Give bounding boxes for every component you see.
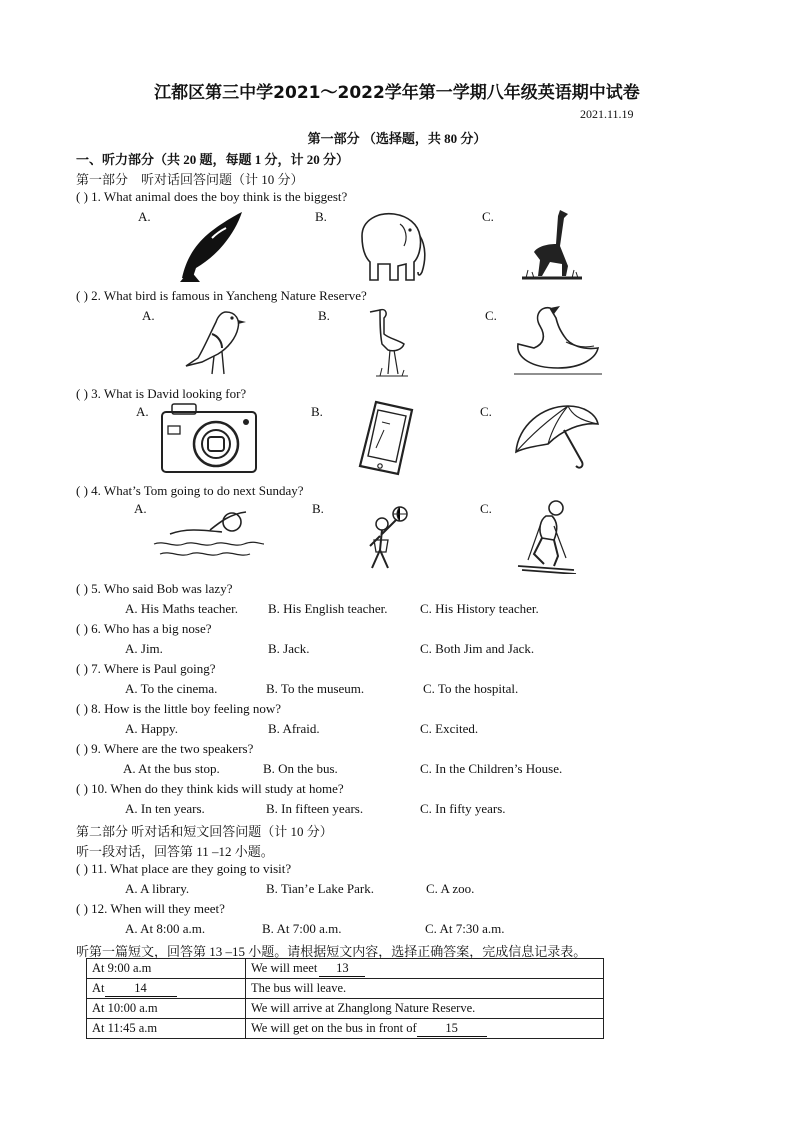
question-text: 12. When will they meet? (91, 901, 225, 916)
option-b: B. At 7:00 a.m. (262, 921, 342, 936)
option-c: C. A zoo. (426, 881, 475, 896)
question-1 (76, 189, 347, 205)
option-label: C. (482, 209, 494, 224)
listening-heading: 一、听力部分（共 20 题，每题 1 分，计 20 分） (76, 152, 350, 167)
option-label: C. (485, 308, 497, 323)
option-b: B. On the bus. (263, 761, 338, 776)
answer-paren: ( ) (76, 386, 88, 401)
answer-paren: ( ) (76, 861, 88, 876)
answer-paren: ( ) (76, 701, 88, 716)
answer-paren: ( ) (76, 288, 88, 303)
camera-icon (160, 400, 258, 476)
option-a: A. A library. (125, 881, 190, 896)
question-text: 3. What is David looking for? (91, 386, 247, 401)
option-a: A. To the cinema. (125, 681, 218, 696)
option-c: C. Both Jim and Jack. (420, 641, 535, 656)
question-6 (76, 621, 212, 637)
answer-blank[interactable]: 14 (105, 981, 177, 997)
option-label: C. (480, 501, 492, 516)
whale-icon (172, 208, 246, 284)
table-row (87, 1019, 604, 1039)
time-cell: At 10:00 a.m (87, 999, 246, 1019)
part-one-heading: 第一部分 （选择题，共 80 分） (307, 131, 487, 146)
swan-icon (510, 302, 606, 380)
option-a: A. At 8:00 a.m. (125, 921, 206, 936)
option-b: B. Afraid. (268, 721, 320, 736)
question-text: 11. What place are they going to visit? (91, 861, 292, 876)
question-4 (76, 483, 304, 499)
option-label: B. (311, 404, 323, 419)
answer-paren: ( ) (76, 741, 88, 756)
question-text: 8. How is the little boy feeling now? (91, 701, 282, 716)
option-b: B. To the museum. (266, 681, 365, 696)
option-c: C. To the hospital. (423, 681, 519, 696)
question-8 (76, 701, 281, 717)
option-c: C. At 7:30 a.m. (425, 921, 505, 936)
listening-sub2: 第二部分 听对话和短文回答问题（计 10 分） (76, 824, 333, 839)
question-11 (76, 861, 291, 877)
info-record-table (86, 958, 604, 1039)
question-text: 10. When do they think kids will study at home? (91, 781, 344, 796)
option-label: B. (315, 209, 327, 224)
event-cell: We will meet 13 (246, 959, 604, 979)
option-b: B. In fifteen years. (266, 801, 364, 816)
question-text: 7. Where is Paul going? (91, 661, 216, 676)
event-cell: The bus will leave. (246, 979, 604, 999)
answer-paren: ( ) (76, 781, 88, 796)
listening-sub1: 第一部分 听对话回答问题（计 10 分） (76, 172, 304, 187)
option-c: C. His History teacher. (420, 601, 539, 616)
event-cell: We will arrive at Zhanglong Nature Reserve. (246, 999, 604, 1019)
option-c: C. In fifty years. (420, 801, 506, 816)
option-a: A. Jim. (125, 641, 163, 656)
dialogue-intro: 听一段对话，回答第 11 –12 小题。 (76, 844, 274, 859)
option-a: A. Happy. (125, 721, 178, 736)
question-text: 4. What’s Tom going to do next Sunday? (91, 483, 304, 498)
question-9 (76, 741, 253, 757)
option-c: C. In the Children’s House. (420, 761, 563, 776)
answer-blank[interactable]: 13 (319, 961, 365, 977)
crane-icon (366, 304, 416, 382)
question-text: 1. What animal does the boy think is the biggest? (91, 189, 348, 204)
passage-intro: 听第一篇短文，回答第 13 –15 小题。请根据短文内容，选择正确答案，完成信息记录表。 (76, 944, 587, 959)
time-cell: At 14 (87, 979, 246, 999)
option-b: B. Jack. (268, 641, 310, 656)
option-a: A. In ten years. (125, 801, 205, 816)
answer-paren: ( ) (76, 901, 88, 916)
swimming-icon (150, 504, 266, 568)
question-5 (76, 581, 232, 597)
question-text: 6. Who has a big nose? (91, 621, 212, 636)
answer-paren: ( ) (76, 621, 88, 636)
exam-date: 2021.11.19 (580, 107, 634, 121)
basketball-icon (362, 506, 412, 572)
option-c: C. Excited. (420, 721, 479, 736)
answer-paren: ( ) (76, 483, 88, 498)
elephant-icon (348, 206, 428, 284)
option-label: A. (134, 501, 147, 516)
question-2 (76, 288, 367, 304)
time-cell: At 11:45 a.m (87, 1019, 246, 1039)
question-text: 9. Where are the two speakers? (91, 741, 254, 756)
option-a: A. At the bus stop. (123, 761, 220, 776)
option-b: B. His English teacher. (268, 601, 388, 616)
option-label: B. (318, 308, 330, 323)
answer-paren: ( ) (76, 581, 88, 596)
option-label: A. (136, 404, 149, 419)
table-row (87, 959, 604, 979)
question-10 (76, 781, 344, 797)
giraffe-icon (520, 206, 584, 284)
phone-icon (354, 400, 418, 476)
answer-paren: ( ) (76, 661, 88, 676)
option-label: A. (138, 209, 151, 224)
answer-paren: ( ) (76, 189, 88, 204)
time-cell: At 9:00 a.m (87, 959, 246, 979)
sparrow-icon (182, 304, 248, 382)
exam-title: 江都区第三中学2021～2022学年第一学期八年级英语期中试卷 (154, 83, 640, 103)
table-row (87, 999, 604, 1019)
question-7 (76, 661, 216, 677)
umbrella-icon (512, 400, 600, 476)
skiing-icon (514, 498, 580, 574)
option-label: B. (312, 501, 324, 516)
question-text: 2. What bird is famous in Yancheng Nature Reserve? (91, 288, 367, 303)
event-cell: We will get on the bus in front of 15 (246, 1019, 604, 1039)
option-label: A. (142, 308, 155, 323)
option-a: A. His Maths teacher. (125, 601, 239, 616)
question-12 (76, 901, 225, 917)
option-label: C. (480, 404, 492, 419)
table-row (87, 979, 604, 999)
answer-blank[interactable]: 15 (417, 1021, 487, 1037)
question-text: 5. Who said Bob was lazy? (91, 581, 233, 596)
option-b: B. Tian’e Lake Park. (266, 881, 374, 896)
